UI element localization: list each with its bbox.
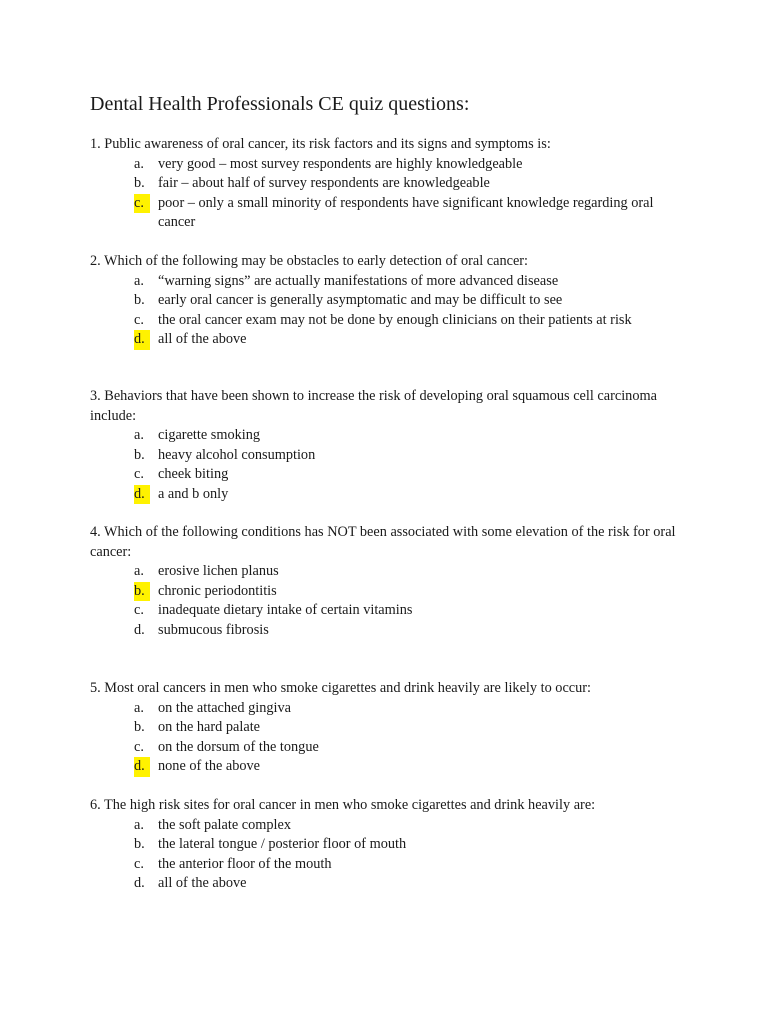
option-letter: b. (134, 175, 145, 191)
option-a (90, 272, 680, 292)
option-text: cigarette smoking (158, 427, 261, 443)
option-a (90, 562, 680, 582)
option-text: the oral cancer exam may not be done by enough clinicians on their patients at risk (158, 311, 632, 328)
option-b (90, 174, 680, 194)
option-text: submucous fibrosis (158, 621, 269, 638)
option-letter: d. (134, 875, 145, 891)
option-text: on the attached gingiva (158, 699, 291, 716)
option-text: all of the above (158, 875, 247, 891)
option-list (90, 272, 680, 350)
answer-highlight: c. (134, 194, 150, 214)
option-a (90, 699, 680, 719)
option-list (90, 155, 680, 233)
option-letter: b. (134, 292, 145, 308)
option-text: a and b only (158, 485, 229, 502)
option-c (90, 194, 680, 233)
option-c (90, 601, 680, 621)
option-text: very good – most survey respondents are highly knowledgeable (158, 155, 523, 172)
option-text: the lateral tongue / posterior floor of mouth (158, 836, 407, 852)
option-letter: d. (134, 621, 145, 638)
option-letter: a. (134, 816, 144, 833)
option-d (90, 874, 680, 894)
page-title: Dental Health Professionals CE quiz questions: (90, 93, 470, 115)
question-1 (90, 135, 680, 233)
option-letter: c. (134, 466, 144, 482)
option-text: none of the above (158, 758, 261, 774)
option-text: the soft palate complex (158, 816, 291, 833)
option-text: cheek biting (158, 466, 229, 482)
option-a (90, 816, 680, 836)
option-b (90, 835, 680, 855)
answer-highlight: b. (134, 582, 150, 602)
option-letter: a. (134, 699, 144, 716)
option-letter: a. (134, 427, 144, 443)
question-text: 2. Which of the following may be obstacles to early detection of oral cancer: (90, 253, 529, 269)
question-text: 6. The high risk sites for oral cancer in men who smoke cigarettes and drink heavily are: (90, 797, 596, 813)
question-text: 3. Behaviors that have been shown to increase the risk of developing oral squamous cell carcinoma include: (90, 388, 657, 424)
question-text: 5. Most oral cancers in men who smoke cigarettes and drink heavily are likely to occur: (90, 680, 592, 696)
option-c (90, 465, 680, 485)
answer-highlight: d. (134, 330, 150, 350)
option-d (90, 757, 680, 777)
option-a (90, 426, 680, 446)
option-c (90, 855, 680, 875)
option-b (90, 582, 680, 602)
option-text: on the dorsum of the tongue (158, 738, 319, 755)
option-b (90, 446, 680, 466)
option-letter: c. (134, 855, 144, 872)
option-letter: c. (134, 602, 144, 618)
question-5 (90, 679, 680, 777)
option-d (90, 330, 680, 350)
option-letter: c. (134, 738, 144, 755)
question-text: 1. Public awareness of oral cancer, its risk factors and its signs and symptoms is: (90, 136, 551, 152)
option-letter: a. (134, 563, 144, 579)
option-letter: b. (134, 719, 145, 735)
option-text: early oral cancer is generally asymptomatic and may be difficult to see (158, 292, 563, 308)
option-list (90, 562, 680, 640)
option-text: erosive lichen planus (158, 563, 279, 579)
option-letter: b. (134, 836, 145, 852)
option-letter: c. (134, 311, 144, 328)
option-b (90, 291, 680, 311)
option-text: inadequate dietary intake of certain vitamins (158, 602, 413, 618)
option-text: chronic periodontitis (158, 582, 277, 599)
question-4 (90, 523, 680, 640)
option-c (90, 311, 680, 331)
option-list (90, 699, 680, 777)
option-text: all of the above (158, 331, 247, 347)
option-c (90, 738, 680, 758)
option-letter: a. (134, 272, 144, 289)
option-d (90, 621, 680, 641)
question-2 (90, 252, 680, 350)
option-a (90, 155, 680, 175)
option-letter: a. (134, 155, 144, 172)
question-6 (90, 796, 680, 894)
option-text: poor – only a small minority of respondents have significant knowledge regarding oral cancer (158, 194, 654, 230)
option-text: on the hard palate (158, 719, 261, 735)
option-text: fair – about half of survey respondents are knowledgeable (158, 175, 490, 191)
option-list (90, 426, 680, 504)
question-3 (90, 387, 680, 504)
option-list (90, 816, 680, 894)
option-b (90, 718, 680, 738)
answer-highlight: d. (134, 757, 150, 777)
option-text: the anterior floor of the mouth (158, 855, 332, 872)
option-text: “warning signs” are actually manifestations of more advanced disease (158, 272, 559, 289)
answer-highlight: d. (134, 485, 150, 505)
option-letter: b. (134, 446, 145, 463)
option-text: heavy alcohol consumption (158, 446, 316, 463)
question-text: 4. Which of the following conditions has NOT been associated with some elevation of the risk for oral cancer: (90, 524, 676, 560)
option-d (90, 485, 680, 505)
